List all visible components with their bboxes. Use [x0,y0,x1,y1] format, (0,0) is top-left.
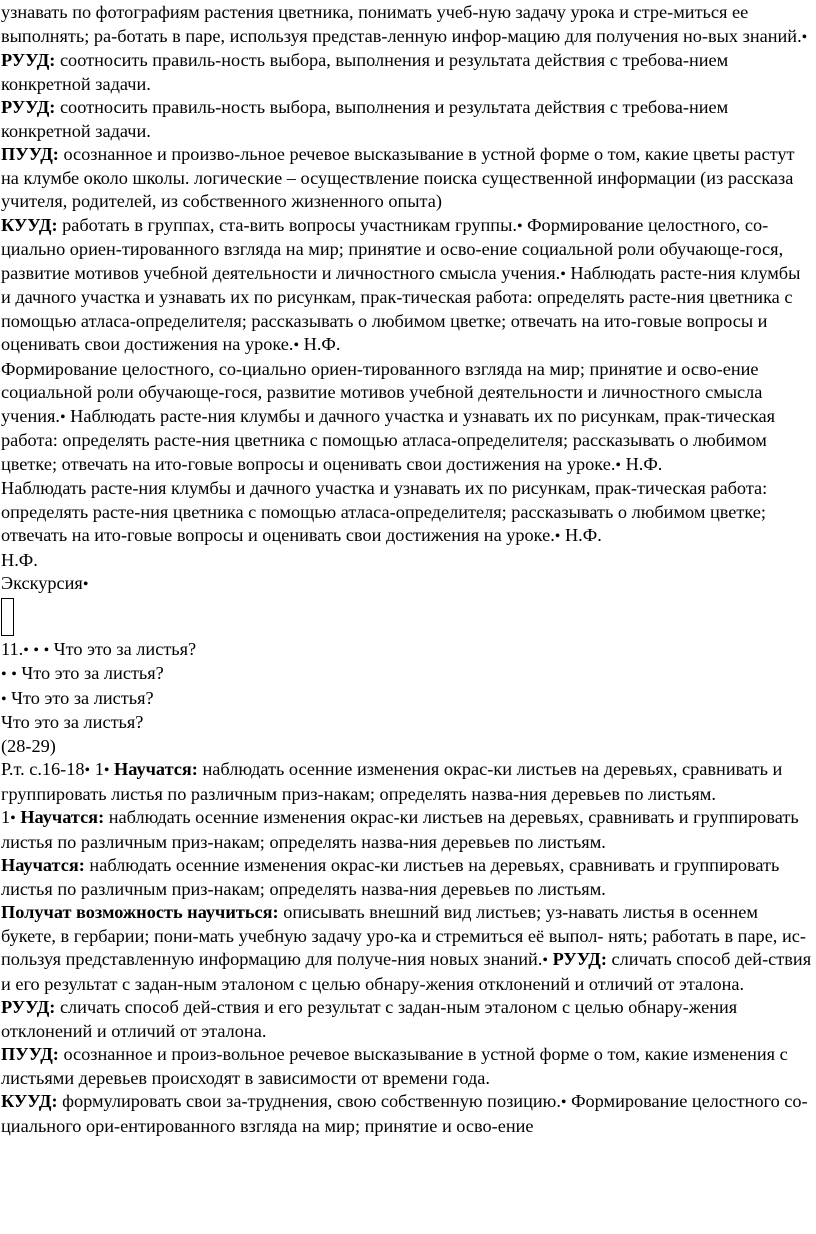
paragraph-p19 [1,1043,812,1090]
bullet-icon: • [84,762,91,779]
paragraph-p10 [1,662,812,687]
bullet-icon: • [1,690,7,708]
paragraph-p15 [1,806,812,854]
paragraph-p5 [1,358,812,478]
text-run: Наблюдать расте-ния клумбы и дачного участка и узнавать их по рисункам, прак-тическая работа: определять расте-ния цветника с помощью атласа-определителя; рассказывать о любимом цветке; отвечать на ито-говые вопросы и оценивать свои достижения на уроке. [1,405,775,474]
paragraph-p4 [1,214,812,358]
paragraph-p7 [1,549,812,573]
text-run: соотносить правиль-ность выбора, выполнения и результата действия с требова-нием конкретной задачи. [1,97,729,141]
paragraph-p6 [1,477,812,549]
bold-label: РУУД: [1,97,56,117]
bold-label: Научатся: [109,759,198,779]
bullet-icon: • [23,641,29,659]
paragraph-p18 [1,996,812,1043]
bullet-icon: • [10,810,16,827]
paragraph-p12 [1,711,812,735]
paragraph-p17 [1,901,812,996]
bold-label: РУУД: [1,997,56,1017]
text-run: работать в группах, ста-вить вопросы участникам группы. [57,214,517,235]
paragraph-p3 [1,143,812,214]
text-run: сличать способ дей-ствия и его результат с задан-ным эталоном с целью обнару-жения отклонений и отличий от эталона. [1,949,812,994]
text-run: узнавать по фотографиям растения цветника, понимать учеб-ную задачу урока и стре-миться ее выполнять; ра-ботать в паре, используя представ-ленную инфор-мацию для получения но-вых знаний. [1,2,802,46]
text-run: соотносить правиль-ность выбора, выполнения и результата действия с требова-нием конкретной задачи. [1,50,729,94]
paragraph-p20 [1,1090,812,1138]
bold-label: РУУД: [1,50,56,70]
bold-label: ПУУД: [1,144,59,164]
text-run: Формирование целостного, со-циально ориен-тированного взгляда на мир; принятие и осво-ение социальной роли обучающе-гося, развитие мотивов учебной деятельности и личностного смысла учения. [1,214,784,283]
paragraph-p9 [1,638,812,663]
paragraph-p14 [1,758,812,806]
text-run: 11. [1,638,24,659]
text-run: Н.Ф. [299,334,341,354]
text-run: описывать внешний вид листьев; уз-навать листья в осеннем букете, в гербарии; пони-мать учебную задачу уро-ка и стремиться её выпол- нять; работать в паре, ис-пользуя представленную информацию для получе-ния новых знаний. [1,902,806,969]
bullet-icon: • [615,456,621,474]
text-run: 1 [90,759,104,779]
bold-label: ПУУД: [1,1044,59,1064]
text-run: наблюдать осенние изменения окрас-ки листьев на деревьях, сравнивать и группировать листья по различным приз-накам; определять назва-ния деревьев по листьям. [1,807,799,852]
bold-label: КУУД: [1,214,58,235]
text-run: (28-29) [1,735,56,756]
bold-label: РУУД: [548,949,607,969]
paragraph-p2 [1,96,812,143]
bullet-icon: • [82,576,89,593]
text-run: формулировать свои за-труднения, свою собственную позицию. [57,1091,561,1111]
paragraph-p16 [1,854,812,901]
text-run: Что это за листья? [16,663,164,683]
text-run: Экскурсия [1,573,83,593]
text-run: Н.Ф. [621,453,663,474]
text-run: Н.Ф. [560,525,602,545]
bullet-icon: • [516,217,523,235]
bold-label: КУУД: [1,1091,58,1111]
text-run: 1 [1,807,11,827]
text-run: Что это за листья? [49,638,197,659]
paragraph-p8 [1,572,812,597]
empty-table-cell [1,598,14,636]
bullet-icon: • [43,641,50,659]
text-run: Формирование целостного, со-циально ориен-тированного взгляда на мир; принятие и осво-ение социальной роли обучающе-гося, развитие мотивов учебной деятельности и личностного смысла учения. [1,358,763,426]
text-run: Что это за листья? [1,712,144,732]
bullet-icon: • [554,528,561,545]
paragraph-p11 [1,687,812,712]
bold-label: Научатся: [15,807,105,827]
bullet-icon: • [103,762,110,779]
text-run: наблюдать осенние изменения окрас-ки листьев на деревьях, сравнивать и группировать листья по различным приз-накам; определять назва-ния деревьев по листьям. [1,759,783,804]
document-page [1,1,812,1138]
bullet-icon: • [560,1094,567,1111]
text-run: осознанное и произво-льное речевое высказывание в устной форме о том, какие цветы растут на клумбе около школы. логические – осуществление поиска существенной информации (из рассказа учителя, родителей, из собственного жизненного опыта) [1,144,795,211]
bullet-icon: • [1,666,7,683]
paragraph-p13 [1,735,812,759]
text-run: Что это за листья? [6,687,154,708]
text-run: Р.т. с.16-18 [1,759,85,779]
text-run: Н.Ф. [1,549,38,570]
text-run: сличать способ дей-ствия и его результат с задан-ным эталоном с целью обнару-жения отклонений и отличий от эталона. [1,997,738,1041]
bullet-icon: • [542,952,549,969]
bullet-icon: • [60,408,66,426]
text-run: осознанное и произ-вольное речевое высказывание в устной форме о том, какие изменения с листьями деревьев происходят в зависимости от времени года. [1,1044,788,1088]
bullet-icon: • [560,265,566,283]
bullet-icon: • [801,28,808,46]
bold-label: Получат возможность научиться: [1,902,279,922]
text-run: Формирование целостного со-циального ори-ентированного взгляда на мир; принятие и осво-ение [1,1091,808,1136]
paragraph-p1 [1,1,812,96]
text-run: наблюдать осенние изменения окрас-ки листьев на деревьях, сравнивать и группировать листья по различным приз-накам; определять назва-ния деревьев по листьям. [1,855,780,899]
bullet-icon: • [33,641,39,659]
text-run: Наблюдать расте-ния клумбы и дачного участка и узнавать их по рисункам, прак-тическая работа: определять расте-ния цветника с помощью атласа-определителя; рассказывать о любимом цветке; отвечать на ито-говые вопросы и оценивать свои достижения на уроке. [1,478,768,545]
text-run: Наблюдать расте-ния клумбы и дачного участка и узнавать их по рисункам, прак-тическая работа: определять расте-ния цветника с помощью атласа-определителя; рассказывать о любимом цветке; отвечать на ито-говые вопросы и оценивать свои достижения на уроке. [1,262,801,354]
bold-label: Научатся: [1,855,85,875]
bullet-icon: • [11,666,17,683]
bullet-icon: • [293,337,300,354]
